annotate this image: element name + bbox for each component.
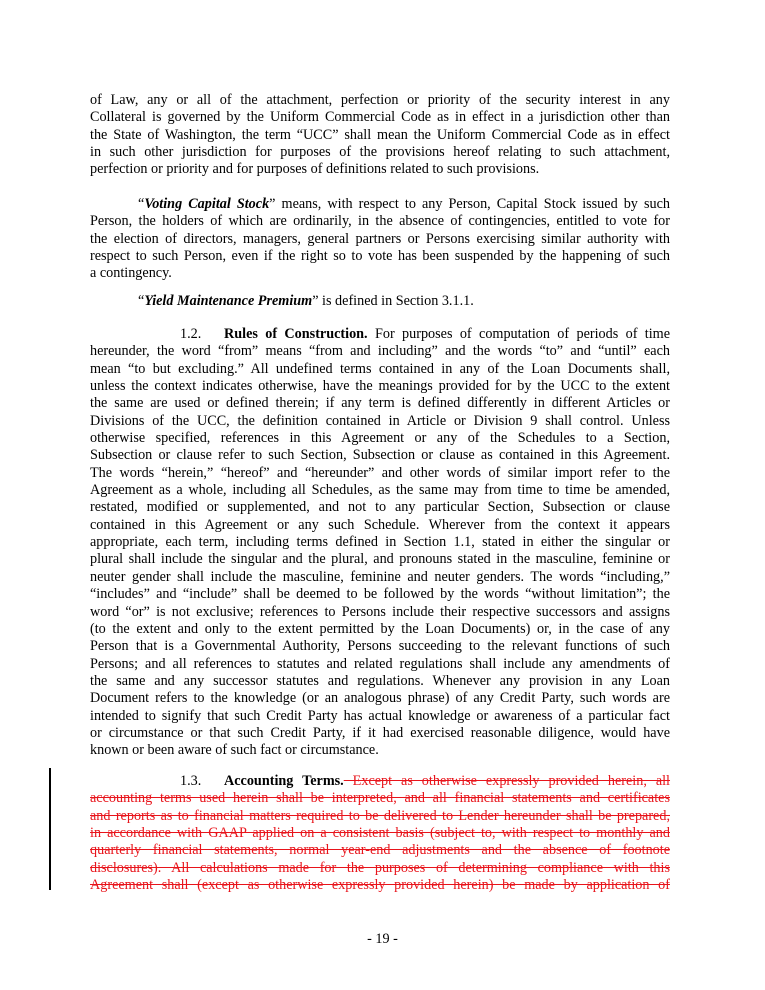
defined-term: Voting Capital Stock <box>144 196 270 212</box>
text-line: the same and any successor statutes and regulations. Whenever any provision in any Loan <box>90 672 670 689</box>
text-line: the election of directors, managers, general partners or Persons exercising similar authority with <box>90 230 670 247</box>
text-line: the same are used or defined therein; if any term is defined differently in different Articles or <box>90 395 670 412</box>
text-line: a contingency. <box>90 265 172 282</box>
text-line: respect to such Person, even if the right so to vote has been suspended by the happening of such <box>90 248 670 265</box>
deleted-text-line: accounting terms used herein shall be interpreted, and all financial statements and certificates <box>90 790 670 807</box>
text-line: Divisions of the UCC, the definition contained in Article or Division 9 shall control. Unless <box>90 412 670 429</box>
definition-yield-maintenance-premium <box>90 293 670 310</box>
definition-first-line: “Voting Capital Stock” means, with respect to any Person, Capital Stock issued by such <box>138 196 670 212</box>
definition-voting-capital-stock <box>90 196 670 283</box>
section-rules-of-construction <box>90 326 670 760</box>
text-line: Person, the holders of which are ordinarily, in the absence of contingencies, entitled to vote for <box>90 213 670 230</box>
page-number: - 19 - <box>367 931 398 947</box>
text-line: Agreement as a whole, including all Schedules, as the same may from time to time be amended, <box>90 482 670 499</box>
section-heading: Rules of Construction. <box>224 326 368 342</box>
deleted-text-line: disclosures). All calculations made for the purposes of determining compliance with this <box>90 859 670 876</box>
text-line: or circumstance or that such Credit Party, if it had exercised reasonable diligence, would have <box>90 724 670 741</box>
text-line: Document refers to the knowledge (or an analogous phrase) of any Credit Party, such words are <box>90 690 670 707</box>
text-line: word “or” is not exclusive; references to Persons include their respective successors and assigns <box>90 603 670 620</box>
deleted-text-line: Agreement shall (except as otherwise expressly provided herein) be made by application of <box>90 877 670 894</box>
section-accounting-terms <box>90 773 670 894</box>
revision-change-bar <box>49 768 51 890</box>
text-line: plural shall include the singular and the plural, and pronouns stated in the masculine, feminine or <box>90 551 670 568</box>
text-line: hereunder, the word “from” means “from and including” and the words “to” and “until” each <box>90 343 670 360</box>
text-line: otherwise specified, references in this Agreement or any of the Schedules to a Section, <box>90 430 670 447</box>
text-line: restated, modified or supplemented, and not to any particular Section, Subsection or clause <box>90 499 670 516</box>
deleted-text-line: in accordance with GAAP applied on a consistent basis (subject to, with respect to monthly and <box>90 825 670 842</box>
deleted-text-line: and reports as to financial matters required to be delivered to Lender hereunder shall be prepared, <box>90 807 670 824</box>
text-line: intended to signify that such Credit Party has actual knowledge or awareness of a particular fact <box>90 707 670 724</box>
section-first-line: 1.2. Rules of Construction. For purposes of computation of periods of time <box>180 326 671 342</box>
text-line: the State of Washington, the term “UCC” shall mean the Uniform Commercial Code as in effect <box>90 126 670 143</box>
text-line: appropriate, each term, including terms defined in Section 1.1, stated in either the singular or <box>90 534 670 551</box>
section-heading: Accounting Terms. <box>224 773 344 789</box>
text-line: “includes” and “include” shall be deemed to be followed by the words “without limitation”; the <box>90 586 670 603</box>
text-line: contained in this Agreement or any such Schedule. Wherever from the context it appears <box>90 516 670 533</box>
deleted-text: Except as otherwise expressly provided herein, all <box>343 773 671 789</box>
text-line: The words “herein,” “hereof” and “hereunder” and other words of similar import refer to the <box>90 464 670 481</box>
text-line: Persons; and all references to statutes and related regulations shall include any amendments of <box>90 655 670 672</box>
text-line: unless the context indicates otherwise, have the meanings provided for by the UCC to the extent <box>90 378 670 395</box>
text-line: known or been aware of such fact or circumstance. <box>90 742 379 759</box>
text-line: (to the extent and only to the extent permitted by the Loan Documents) or, in the case of any <box>90 620 670 637</box>
text-line: in such other jurisdiction for purposes of the provisions hereof relating to such attachment, <box>90 144 670 161</box>
paragraph-ucc-continuation <box>90 92 670 179</box>
text-line: mean “to but excluding.” All undefined terms contained in any of the Loan Documents shall, <box>90 360 670 377</box>
section-number: 1.2. <box>180 326 202 342</box>
text-line: Collateral is governed by the Uniform Commercial Code as in effect in a jurisdiction other than <box>90 109 670 126</box>
defined-term: Yield Maintenance Premium <box>144 293 313 309</box>
definition-line: “Yield Maintenance Premium” is defined in Section 3.1.1. <box>138 293 474 309</box>
section-first-line <box>90 773 670 790</box>
text-line: Person that is a Governmental Authority, Persons succeeding to the relevant functions of such <box>90 638 670 655</box>
text-line: neuter gender shall include the masculine, feminine and neuter genders. The words “including,” <box>90 568 670 585</box>
text-line: of Law, any or all of the attachment, perfection or priority of the security interest in any <box>90 92 670 108</box>
text-line: perfection or priority and for purposes of definitions related to such provisions. <box>90 161 540 178</box>
section-number: 1.3. <box>180 773 202 789</box>
text-line: Subsection or clause refer to such Section, Subsection or clause as contained in this Agreement. <box>90 447 670 464</box>
deleted-text-line: quarterly financial statements, normal year-end adjustments and the absence of footnote <box>90 842 670 859</box>
